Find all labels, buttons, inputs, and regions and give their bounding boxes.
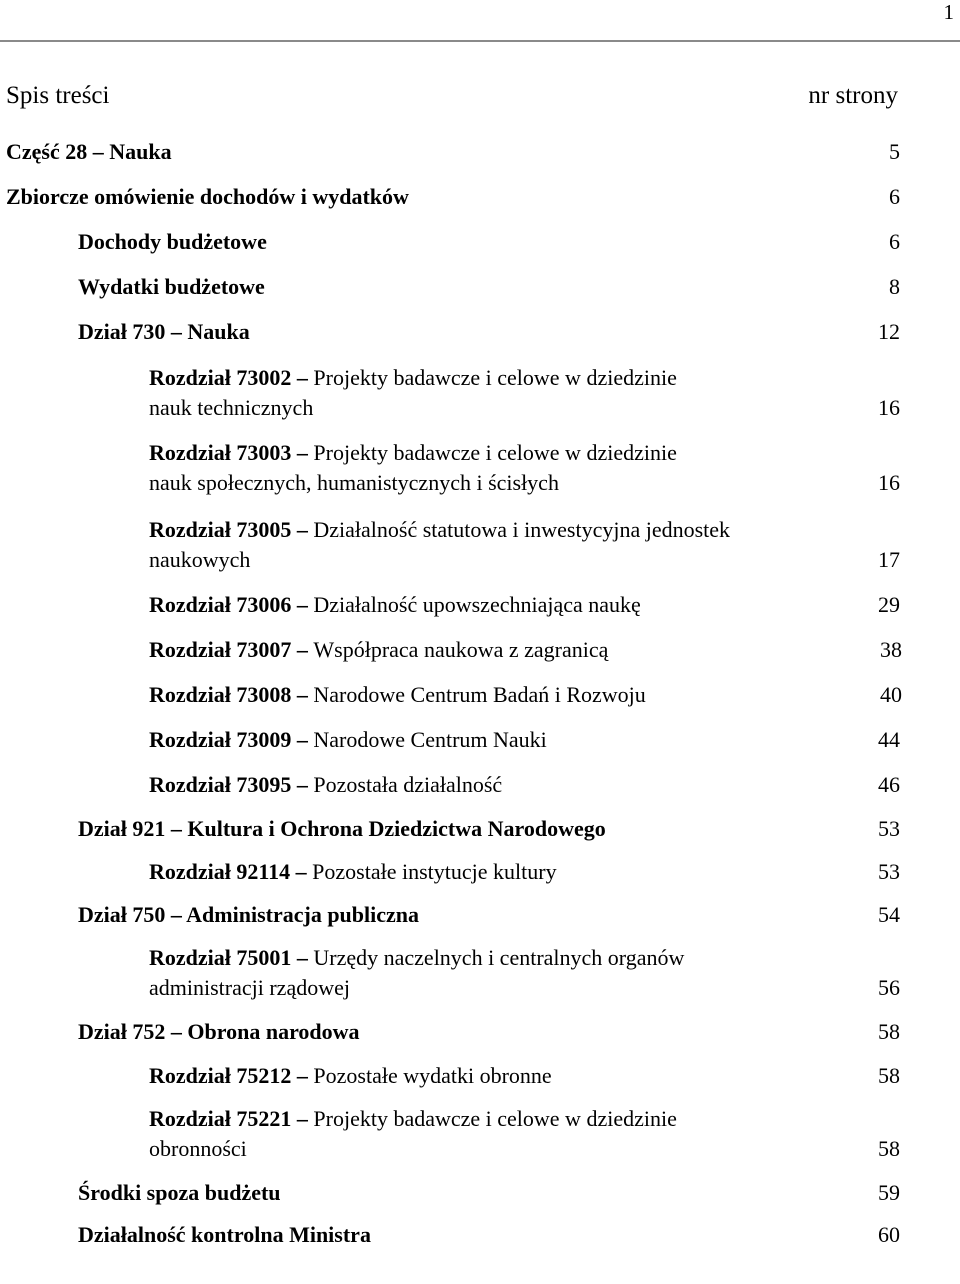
toc-entry-continuation: nauk technicznych <box>149 395 314 420</box>
toc-entry-page: 8 <box>889 274 900 299</box>
toc-entry-lead: Rozdział 75212 – <box>149 1063 314 1088</box>
toc-entry-page: 38 <box>880 637 902 662</box>
page-number: 1 <box>943 0 954 24</box>
toc-entry-lead: Rozdział 73002 – <box>149 365 314 390</box>
toc-entry-lead: Rozdział 73003 – <box>149 440 314 465</box>
toc-entry-lead: Dział 750 – Administracja publiczna <box>78 902 420 927</box>
toc-entry-lead: Dział 730 – Nauka <box>78 319 250 344</box>
toc-entry-lead: Rozdział 73007 – <box>149 637 314 662</box>
toc-entry-lead: Działalność kontrolna Ministra <box>78 1222 371 1247</box>
toc-entry-lead: Rozdział 73009 – <box>149 727 314 752</box>
toc-entry-title <box>149 438 677 498</box>
toc-entry-description: Pozostałe instytucje kultury <box>312 859 557 884</box>
toc-entry-title <box>149 635 608 665</box>
toc-entry[interactable] <box>149 363 900 427</box>
toc-entry-lead: Zbiorcze omówienie dochodów i wydatków <box>6 184 409 209</box>
toc-entry[interactable] <box>149 943 900 1007</box>
toc-entry-page: 44 <box>878 727 900 752</box>
toc-entry-page: 59 <box>878 1180 900 1205</box>
toc-entry-title <box>149 1104 677 1164</box>
toc-entry-lead: Rozdział 92114 – <box>149 859 313 884</box>
toc-entry-description: Współpraca naukowa z zagranicą <box>313 637 609 662</box>
toc-entry[interactable] <box>149 515 900 579</box>
toc-entry-lead: Rozdział 75001 – <box>149 945 314 970</box>
toc-entry-title <box>149 857 557 887</box>
toc-entry-page: 53 <box>878 816 900 841</box>
toc-entry[interactable] <box>149 438 900 502</box>
toc-entry-title <box>6 137 172 167</box>
toc-entry-title <box>78 814 606 844</box>
toc-entry-description: Projekty badawcze i celowe w dziedzinie <box>313 365 677 390</box>
toc-entry-page: 17 <box>878 547 900 572</box>
toc-entry-page: 46 <box>878 772 900 797</box>
toc-entry-page: 29 <box>878 592 900 617</box>
toc-entry-page: 56 <box>878 975 900 1000</box>
toc-entry-title <box>149 770 502 800</box>
toc-entry-description: Pozostała działalność <box>313 772 503 797</box>
toc-entry-title <box>149 515 730 575</box>
toc-entry-lead: Rozdział 73005 – <box>149 517 314 542</box>
toc-entry-title <box>78 317 250 347</box>
toc-entry-title <box>78 227 267 257</box>
toc-entry-continuation: naukowych <box>149 547 251 572</box>
toc-entry-title <box>78 272 265 302</box>
toc-entry-lead: Część 28 – Nauka <box>6 139 172 164</box>
toc-entry-continuation: administracji rządowej <box>149 975 350 1000</box>
toc-entry-description: Działalność statutowa i inwestycyjna jednostek <box>313 517 731 542</box>
toc-entry-description: Działalność upowszechniająca naukę <box>313 592 641 617</box>
toc-entry[interactable] <box>78 1220 900 1284</box>
toc-entry-title <box>78 1220 371 1250</box>
toc-entry-lead: Rozdział 73095 – <box>149 772 314 797</box>
toc-entry-description: Narodowe Centrum Badań i Rozwoju <box>313 682 646 707</box>
toc-entry-title <box>6 182 409 212</box>
top-rule <box>0 40 960 42</box>
toc-entry-title <box>149 590 641 620</box>
toc-entry-description: Narodowe Centrum Nauki <box>313 727 547 752</box>
toc-entry-lead: Rozdział 73006 – <box>149 592 314 617</box>
toc-entry-continuation: nauk społecznych, humanistycznych i ścisłych <box>149 470 559 495</box>
toc-entry-description: Pozostałe wydatki obronne <box>313 1063 552 1088</box>
toc-entry-lead: Środki spoza budżetu <box>78 1180 281 1205</box>
toc-title: Spis treści <box>6 82 110 109</box>
toc-entry-page: 16 <box>878 470 900 495</box>
page-column-label: nr strony <box>808 82 898 109</box>
toc-entry-page: 6 <box>889 184 900 209</box>
toc-entry-title <box>78 900 419 930</box>
toc-entry-page: 40 <box>880 682 902 707</box>
toc-entry-page: 58 <box>878 1136 900 1161</box>
toc-entry-page: 6 <box>889 229 900 254</box>
toc-entry-page: 58 <box>878 1019 900 1044</box>
toc-entry-title <box>149 363 677 423</box>
toc-entry-page: 54 <box>878 902 900 927</box>
toc-entry-page: 60 <box>878 1222 900 1247</box>
toc-entry-lead: Dział 752 – Obrona narodowa <box>78 1019 360 1044</box>
toc-entry-title <box>149 725 547 755</box>
toc-entry-description: Projekty badawcze i celowe w dziedzinie <box>313 1106 677 1131</box>
toc-entry-page: 16 <box>878 395 900 420</box>
toc-entry-continuation: obronności <box>149 1136 247 1161</box>
toc-entry-title <box>149 680 646 710</box>
toc-entry-lead: Wydatki budżetowe <box>78 274 265 299</box>
toc-entry-lead: Rozdział 75221 – <box>149 1106 314 1131</box>
toc-header <box>6 81 898 111</box>
toc-entry-title <box>149 1061 552 1091</box>
toc-entry-page: 53 <box>878 859 900 884</box>
toc-entry-description: Projekty badawcze i celowe w dziedzinie <box>313 440 677 465</box>
toc-entry-page: 58 <box>878 1063 900 1088</box>
toc-entry-title <box>78 1178 281 1208</box>
toc-entry-page: 5 <box>889 139 900 164</box>
toc-entry-title <box>78 1017 360 1047</box>
toc-entry-description: Urzędy naczelnych i centralnych organów <box>313 945 685 970</box>
toc-entry[interactable] <box>149 1104 900 1168</box>
toc-entry-lead: Dochody budżetowe <box>78 229 267 254</box>
toc-entry-lead: Rozdział 73008 – <box>149 682 314 707</box>
toc-entry-page: 12 <box>878 319 900 344</box>
toc-entry-title <box>149 943 684 1003</box>
toc-entry-lead: Dział 921 – Kultura i Ochrona Dziedzictwa Narodowego <box>78 816 606 841</box>
